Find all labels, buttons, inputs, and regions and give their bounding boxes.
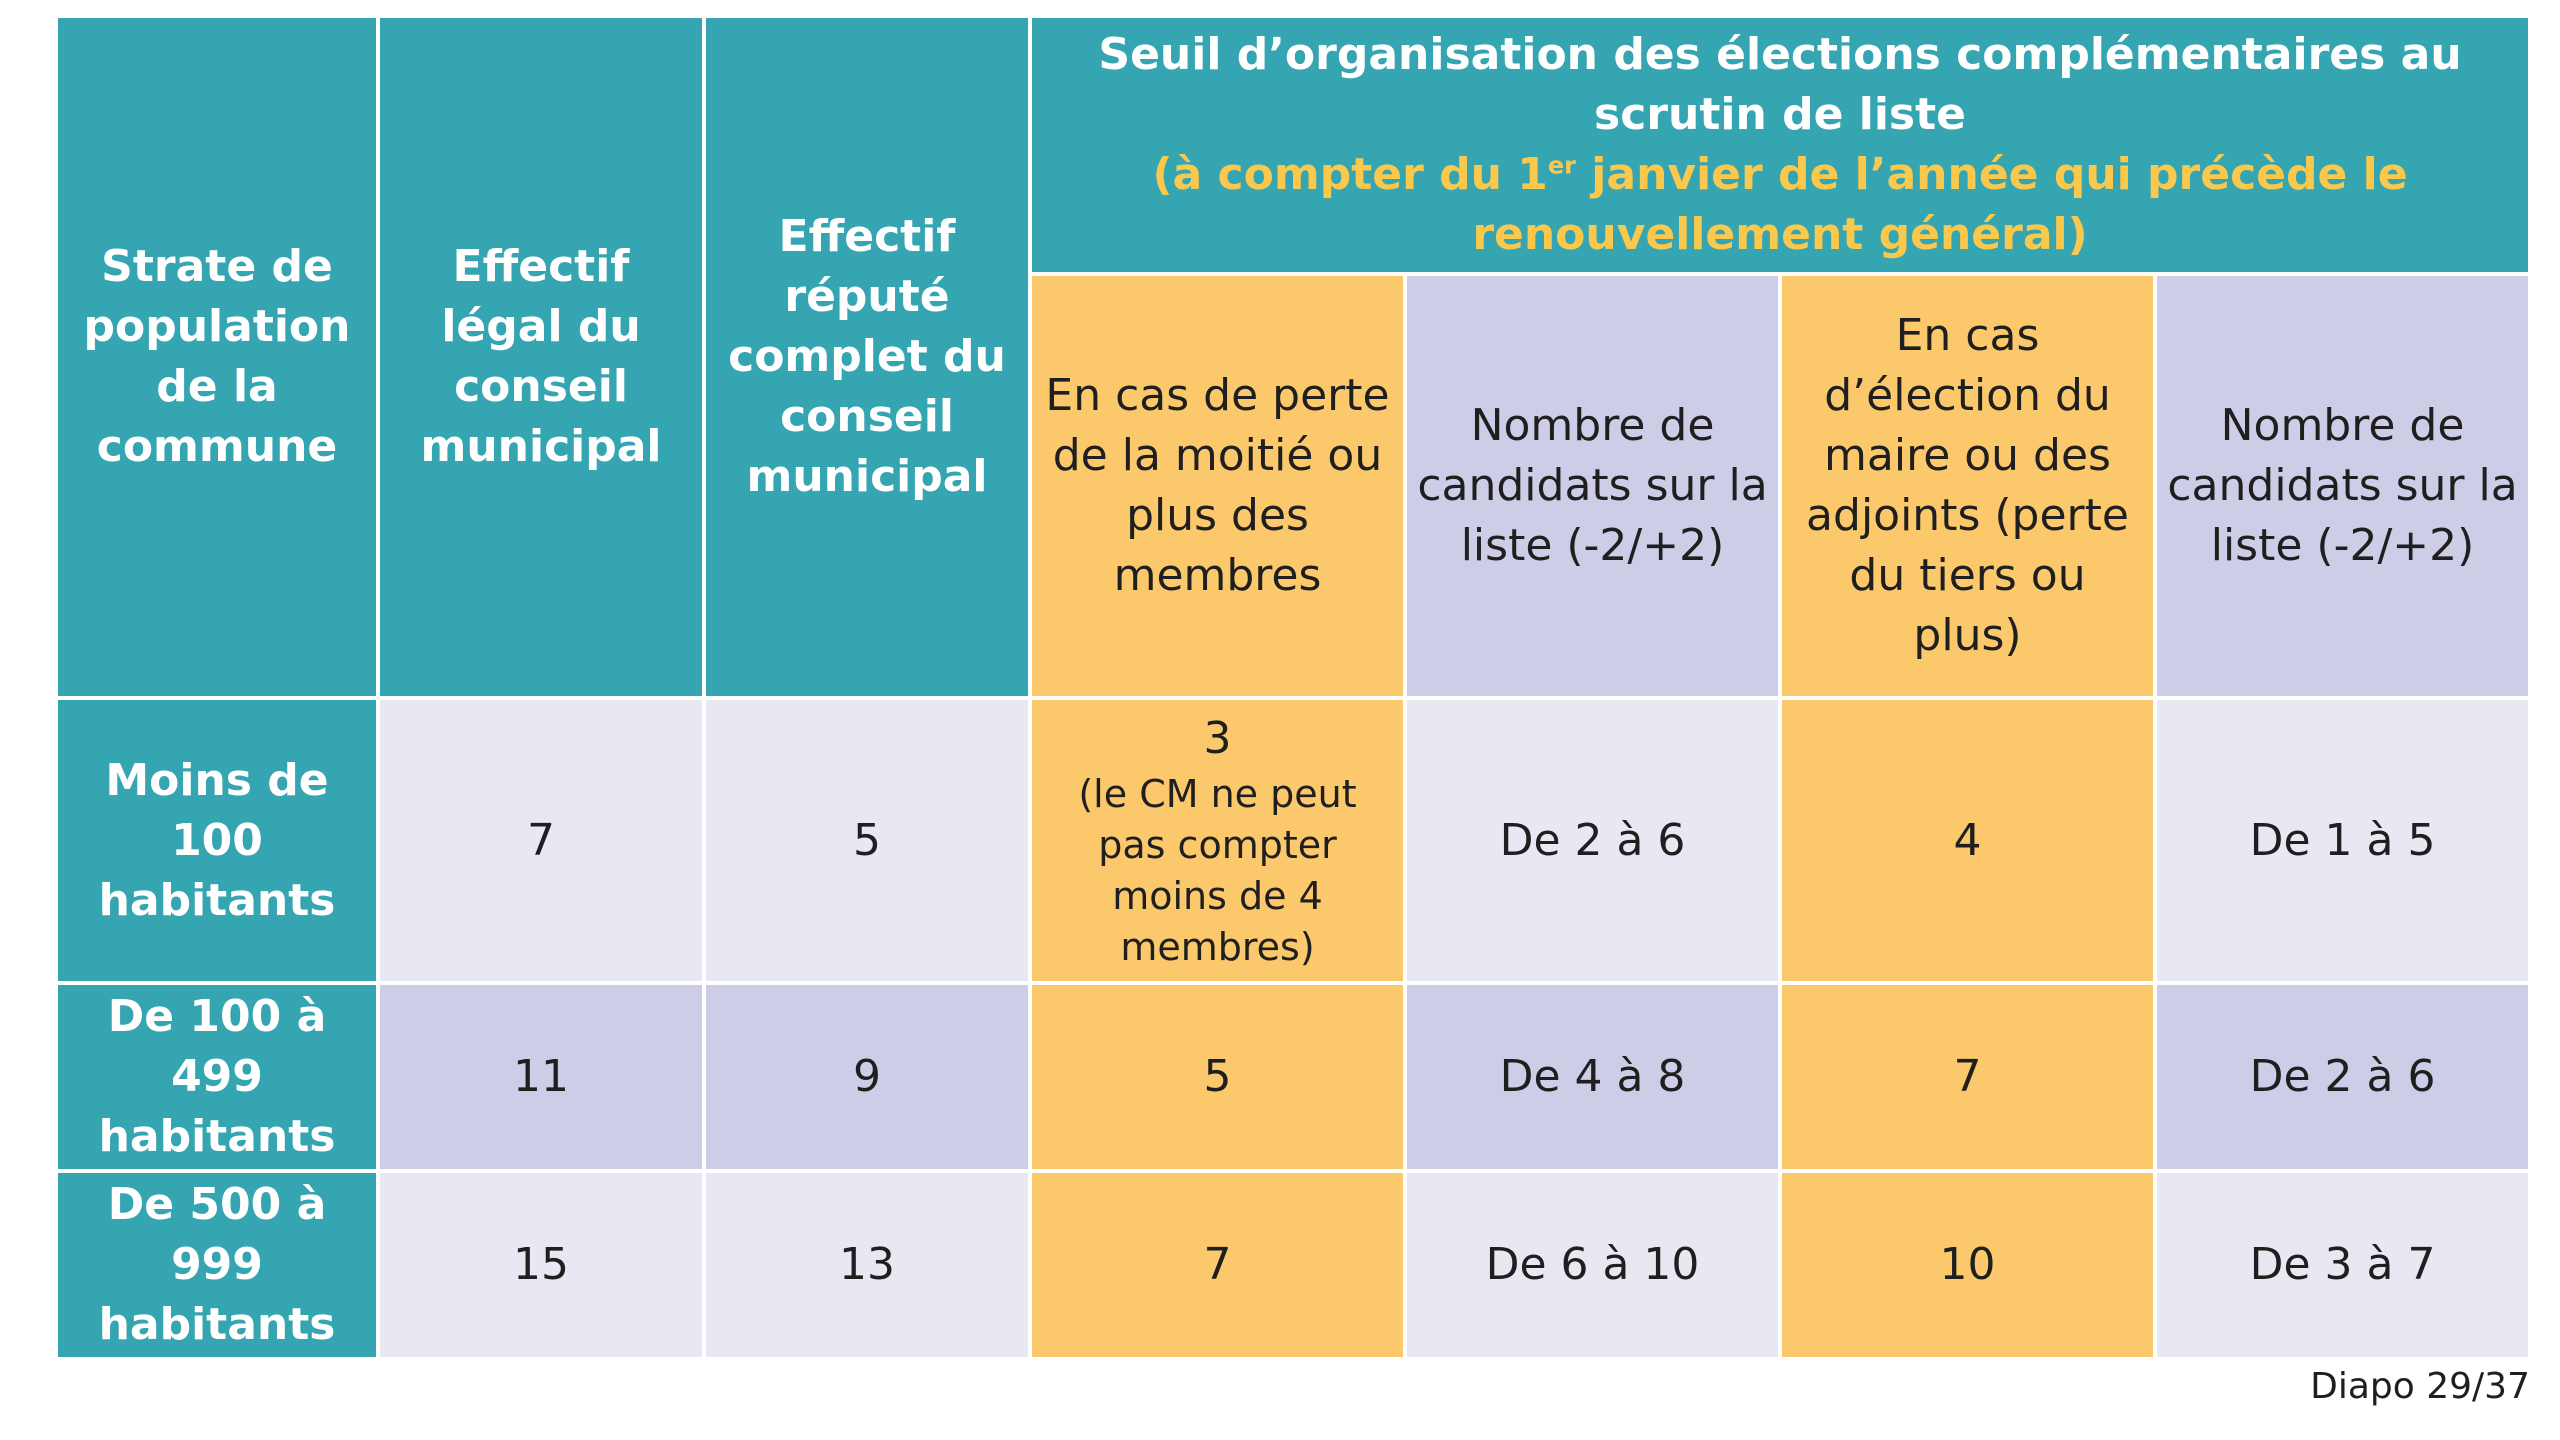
cell-effectif-legal: 15	[378, 1171, 704, 1359]
cell-election-maire: 4	[1780, 698, 2155, 983]
header-group-note-sup: er	[1547, 151, 1576, 180]
header-row-top	[56, 16, 2530, 274]
cell-effectif-complet: 13	[704, 1171, 1030, 1359]
cell-election-maire: 10	[1780, 1171, 2155, 1359]
header-candidats-1: Nombre de candidats sur la liste (-2/+2)	[1405, 274, 1780, 698]
cell-candidats-1: De 2 à 6	[1405, 698, 1780, 983]
header-election-maire: En cas d’élection du maire ou des adjoints (perte du tiers ou plus)	[1780, 274, 2155, 698]
row-label: De 500 à 999 habitants	[56, 1171, 378, 1359]
table-row	[56, 1171, 2530, 1359]
cell-candidats-1: De 4 à 8	[1405, 983, 1780, 1171]
header-group-note	[1042, 145, 2518, 265]
cell-perte-value: 3	[1203, 712, 1232, 764]
cell-effectif-legal: 11	[378, 983, 704, 1171]
cell-candidats-2: De 2 à 6	[2155, 983, 2530, 1171]
cell-election-maire: 7	[1780, 983, 2155, 1171]
cell-perte-note: (le CM ne peut pas compter moins de 4 membres)	[1078, 771, 1357, 969]
cell-candidats-1: De 6 à 10	[1405, 1171, 1780, 1359]
table-row	[56, 983, 2530, 1171]
cell-effectif-complet: 9	[704, 983, 1030, 1171]
cell-candidats-2: De 3 à 7	[2155, 1171, 2530, 1359]
cell-effectif-complet: 5	[704, 698, 1030, 983]
header-strate: Strate de population de la commune	[56, 16, 378, 698]
header-perte-moitie: En cas de perte de la moitié ou plus des membres	[1030, 274, 1405, 698]
header-effectif-complet: Effectif réputé complet du conseil municipal	[704, 16, 1030, 698]
table-row	[56, 698, 2530, 983]
row-label: De 100 à 499 habitants	[56, 983, 378, 1171]
cell-perte-moitie: 7	[1030, 1171, 1405, 1359]
cell-perte-moitie	[1030, 698, 1405, 983]
header-candidats-2: Nombre de candidats sur la liste (-2/+2)	[2155, 274, 2530, 698]
header-group-note-start: (à compter du 1	[1152, 149, 1548, 200]
cell-effectif-legal: 7	[378, 698, 704, 983]
header-group-note-end: janvier de l’année qui précède le renouvellement général)	[1472, 149, 2408, 260]
header-effectif-legal: Effectif légal du conseil municipal	[378, 16, 704, 698]
cell-perte-moitie: 5	[1030, 983, 1405, 1171]
slide-number: Diapo 29/37	[2310, 1366, 2530, 1407]
thresholds-table	[54, 14, 2532, 1361]
row-label: Moins de 100 habitants	[56, 698, 378, 983]
cell-candidats-2: De 1 à 5	[2155, 698, 2530, 983]
header-group-title: Seuil d’organisation des élections complémentaires au scrutin de liste	[1098, 29, 2462, 140]
header-group	[1030, 16, 2530, 274]
